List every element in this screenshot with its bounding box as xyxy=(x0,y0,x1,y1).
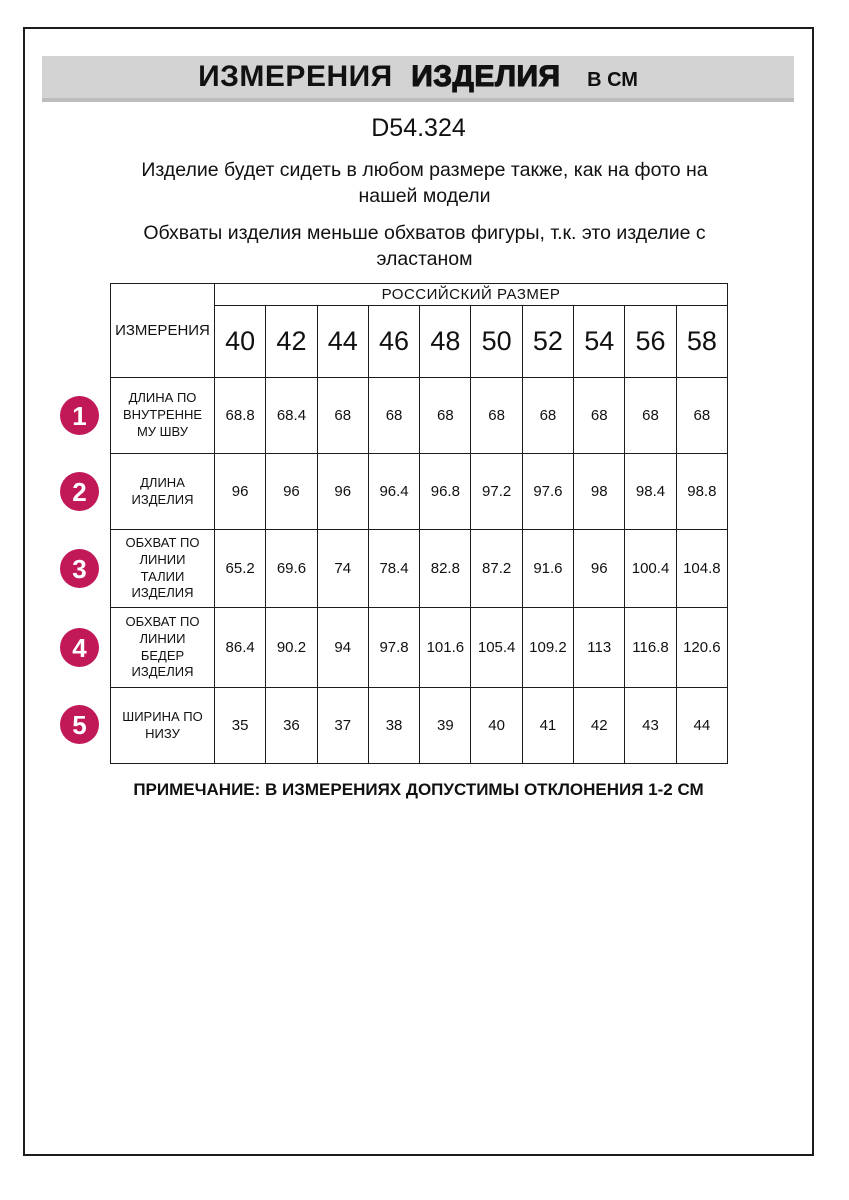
note-text: ПРИМЕЧАНИЕ: В ИЗМЕРЕНИЯХ ДОПУСТИМЫ ОТКЛОНЕНИЯ 1-2 СМ xyxy=(133,780,704,799)
table-row xyxy=(111,378,728,454)
measurement-label: ДЛИНА ПО ВНУТРЕННЕМУ ШВУ xyxy=(111,378,215,454)
measurement-value: 68.8 xyxy=(215,378,266,454)
measurement-value: 101.6 xyxy=(420,608,471,688)
row-number-badge: 1 xyxy=(60,396,99,435)
measurement-value: 90.2 xyxy=(266,608,317,688)
measurement-value: 96 xyxy=(317,454,368,530)
table-row xyxy=(111,688,728,764)
measurement-value: 68.4 xyxy=(266,378,317,454)
page-title-word-izdeliya: ИЗДЕЛИЯ xyxy=(411,60,561,93)
measurement-value: 40 xyxy=(471,688,522,764)
measurement-value: 68 xyxy=(471,378,522,454)
size-col-header: 54 xyxy=(574,306,625,378)
measurement-value: 35 xyxy=(215,688,266,764)
measurement-value: 96 xyxy=(215,454,266,530)
size-col-header: 44 xyxy=(317,306,368,378)
measurement-value: 97.6 xyxy=(522,454,573,530)
size-col-header: 52 xyxy=(522,306,573,378)
intro-paragraph-fit: Изделие будет сидеть в любом размере также, как на фото на нашей модели xyxy=(141,159,708,207)
row-number-badge: 3 xyxy=(60,549,99,588)
intro-paragraph-elastane: Обхваты изделия меньше обхватов фигуры, т.к. это изделие с эластаном xyxy=(143,222,706,270)
page-title-unit: В СМ xyxy=(587,69,638,91)
measurement-value: 41 xyxy=(522,688,573,764)
row-number-badge: 5 xyxy=(60,705,99,744)
measurement-value: 104.8 xyxy=(676,530,727,608)
measurement-value: 74 xyxy=(317,530,368,608)
measurement-value: 116.8 xyxy=(625,608,676,688)
measurement-value: 97.2 xyxy=(471,454,522,530)
size-group-header-row xyxy=(111,284,728,306)
measurement-value: 68 xyxy=(368,378,419,454)
measurement-value: 68 xyxy=(676,378,727,454)
measurement-value: 94 xyxy=(317,608,368,688)
product-code: D54.324 xyxy=(371,114,466,142)
measurement-value: 39 xyxy=(420,688,471,764)
title-bar xyxy=(42,56,794,102)
measurement-value: 37 xyxy=(317,688,368,764)
table-row xyxy=(111,608,728,688)
measurements-table xyxy=(110,283,728,764)
size-col-header: 42 xyxy=(266,306,317,378)
measurement-label: ОБХВАТ ПО ЛИНИИ БЕДЕР ИЗДЕЛИЯ xyxy=(111,608,215,688)
table-row xyxy=(111,454,728,530)
size-col-header: 40 xyxy=(215,306,266,378)
table-row xyxy=(111,530,728,608)
measurement-value: 78.4 xyxy=(368,530,419,608)
measurement-value: 82.8 xyxy=(420,530,471,608)
measurement-value: 65.2 xyxy=(215,530,266,608)
measurement-value: 91.6 xyxy=(522,530,573,608)
russian-size-header: РОССИЙСКИЙ РАЗМЕР xyxy=(215,284,728,306)
size-col-header: 50 xyxy=(471,306,522,378)
measurement-value: 96 xyxy=(574,530,625,608)
measurement-value: 97.8 xyxy=(368,608,419,688)
measurement-value: 68 xyxy=(522,378,573,454)
measurement-value: 98.8 xyxy=(676,454,727,530)
measurement-value: 98 xyxy=(574,454,625,530)
measurement-value: 96.4 xyxy=(368,454,419,530)
size-col-header: 56 xyxy=(625,306,676,378)
measurement-value: 44 xyxy=(676,688,727,764)
measurement-value: 87.2 xyxy=(471,530,522,608)
measurement-value: 105.4 xyxy=(471,608,522,688)
size-col-header: 58 xyxy=(676,306,727,378)
size-col-header: 48 xyxy=(420,306,471,378)
measurement-value: 68 xyxy=(625,378,676,454)
measurement-value: 96 xyxy=(266,454,317,530)
measurement-value: 68 xyxy=(317,378,368,454)
measure-column-header: ИЗМЕРЕНИЯ xyxy=(111,284,215,378)
measurement-value: 69.6 xyxy=(266,530,317,608)
measurement-value: 109.2 xyxy=(522,608,573,688)
measurement-value: 100.4 xyxy=(625,530,676,608)
measurement-value: 98.4 xyxy=(625,454,676,530)
measurement-value: 68 xyxy=(574,378,625,454)
page-title-word-izmereniya: ИЗМЕРЕНИЯ xyxy=(198,60,393,93)
measurement-value: 43 xyxy=(625,688,676,764)
measurement-label: ШИРИНА ПО НИЗУ xyxy=(111,688,215,764)
measurement-value: 42 xyxy=(574,688,625,764)
measurement-value: 36 xyxy=(266,688,317,764)
measurements-tbody xyxy=(111,378,728,764)
measurement-value: 68 xyxy=(420,378,471,454)
row-number-badge: 2 xyxy=(60,472,99,511)
measurement-value: 120.6 xyxy=(676,608,727,688)
measurement-label: ОБХВАТ ПО ЛИНИИ ТАЛИИ ИЗДЕЛИЯ xyxy=(111,530,215,608)
measurement-label: ДЛИНА ИЗДЕЛИЯ xyxy=(111,454,215,530)
measurement-value: 113 xyxy=(574,608,625,688)
measurement-value: 86.4 xyxy=(215,608,266,688)
row-number-badge: 4 xyxy=(60,628,99,667)
measurement-value: 38 xyxy=(368,688,419,764)
measurement-value: 96.8 xyxy=(420,454,471,530)
size-col-header: 46 xyxy=(368,306,419,378)
